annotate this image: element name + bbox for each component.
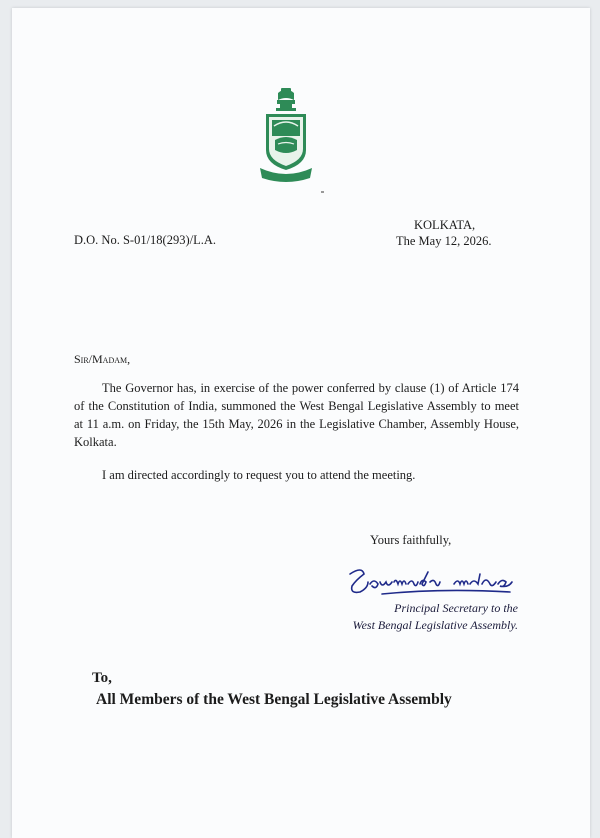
reference-number: D.O. No. S-01/18(293)/L.A. <box>74 233 217 247</box>
assembly-emblem-icon <box>260 84 312 184</box>
to-label: To, <box>92 670 112 686</box>
body-paragraph: The Governor has, in exercise of the power conferred by clause (1) of Article 174 of the Constitution of India, summoned the West Bengal Legislative Assembly to meet at 11 a.m. on Friday, the 15th May, 2026 in the Legislative Chamber, Assembly House, Kolkata. <box>74 381 519 449</box>
body-paragraph: I am directed accordingly to request you to attend the meeting. <box>102 468 416 482</box>
letter-date: The May 12, 2026. <box>396 234 492 248</box>
speck <box>321 191 324 193</box>
place: KOLKATA, <box>414 218 476 232</box>
closing: Yours faithfully, <box>370 533 452 547</box>
signature <box>342 564 522 600</box>
letter-page <box>12 8 590 838</box>
designation-line: West Bengal Legislative Assembly. <box>352 618 518 632</box>
salutation: Sir/Madam, <box>74 352 131 366</box>
addressee: All Members of the West Bengal Legislative Assembly <box>96 691 452 708</box>
designation-line: Principal Secretary to the <box>394 601 518 615</box>
signatory-designation <box>353 600 518 634</box>
